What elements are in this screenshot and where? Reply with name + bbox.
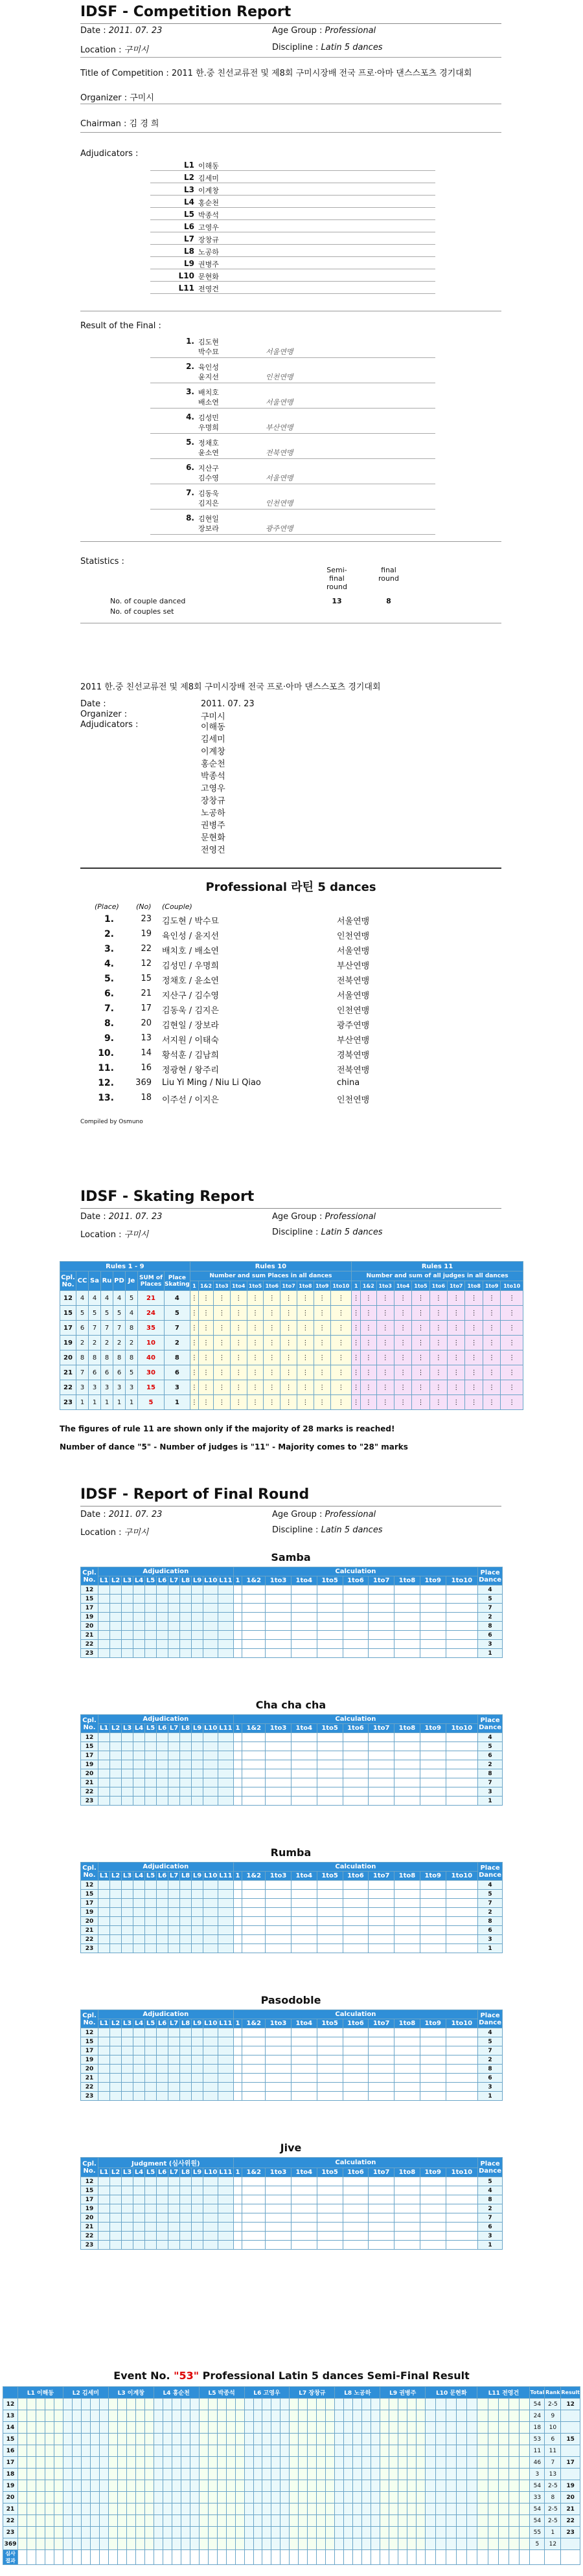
compiled-by: Compiled by Osmuno [80, 1119, 143, 1125]
adjudicator-name: 문현화 [198, 273, 219, 281]
final-man: 김도현 [198, 338, 219, 346]
semi-row: 16 11 11 [3, 2445, 580, 2457]
summary-couple: 김성민 / 우명희 [162, 961, 219, 971]
summary-place: 3. [104, 944, 114, 954]
skating-row: 17 6 7 7 7 8 35 7 ⋮ ⋮ ⋮ ⋮ ⋮ ⋮ ⋮ ⋮ ⋮ ⋮ ⋮ ⋮ ⋮ ⋮ ⋮ ⋮ ⋮ ⋮ ⋮ ⋮ [60, 1321, 523, 1336]
semi-final-report [0, 2369, 583, 2576]
final-count: 8 [386, 597, 391, 605]
summary-region: china [337, 1078, 360, 1088]
final-man: 육인성 [198, 363, 219, 372]
summary-region: 서울연맹 [337, 946, 370, 956]
summary-place: 10. [98, 1048, 114, 1058]
stats-col-final: final round [378, 566, 399, 583]
summary-adjudicator: 박종석 [201, 772, 225, 781]
summary-no: 12 [141, 959, 152, 969]
dance-row: 12 4 [81, 2028, 503, 2037]
adjudicators-label: Adjudicators : [80, 149, 139, 159]
adjudicator-name: 장창규 [198, 236, 219, 244]
summary-adjudicator: 김세미 [201, 735, 225, 745]
summary-no: 14 [141, 1048, 152, 1058]
final-lady: 윤지선 [198, 373, 219, 381]
summary-couple: 지산구 / 김수영 [162, 991, 219, 1001]
dance-row: 20 7 [81, 2213, 503, 2223]
stats-row-set: No. of couples set [110, 607, 174, 616]
skating-title: IDSF - Skating Report [80, 1189, 255, 1205]
dance-row: 15 5 [81, 1742, 503, 1751]
final-region: 부산연맹 [266, 423, 293, 432]
statistics-label: Statistics : [80, 557, 124, 566]
summary-title: 2011 한.중 친선교류전 및 제8회 구미시장배 전국 프로·아마 댄스스포츠 경기대회 [80, 682, 381, 692]
final-lady: 김지은 [198, 499, 219, 508]
dance-row: 15 4 [81, 2186, 503, 2195]
dance-row: 19 2 [81, 1760, 503, 1769]
dance-table: Cpl. No. Judgment (심사위원) Calculation Place Dance L1 L2 L3 L4 L5 L6 L7 L8 L9 L10 L11 1 1&2 1to3 1to4 1to5 1to6 1to7 1to8 1to9 1to10 12 5 15 4 17 8 19 2 20 7 21 6 22 3 23 1 [80, 2157, 503, 2250]
summary-adjudicator: 장창규 [201, 796, 225, 806]
summary-region: 서울연맹 [337, 917, 370, 926]
summary-region: 경북연맹 [337, 1051, 370, 1060]
dance-row: 21 6 [81, 2074, 503, 2083]
summary-region: 부산연맹 [337, 1036, 370, 1046]
dance-row: 23 1 [81, 2092, 503, 2101]
semi-row: 17 46 7 17 [3, 2457, 580, 2469]
summary-place: 5. [104, 974, 114, 984]
summary-place: 13. [98, 1093, 114, 1103]
semi-count: 13 [332, 597, 342, 605]
adjudicator-code: L10 [178, 271, 194, 280]
summary-no: 16 [141, 1063, 152, 1073]
dance-row: 23 1 [81, 1944, 503, 1953]
comp-title: Title of Competition : 2011 한.중 친선교류전 및 제8회 구미시장배 전국 프로·아마 댄스스포츠 경기대회 [80, 69, 472, 78]
location-row: Location : 구미시 [80, 45, 149, 55]
semi-row: 19 54 2-5 19 [3, 2480, 580, 2492]
summary-couple: 서지원 / 이태숙 [162, 1036, 219, 1046]
dance-row: 17 7 [81, 1604, 503, 1613]
dance-row: 12 4 [81, 1881, 503, 1890]
summary-adjudicator: 노공하 [201, 809, 225, 818]
summary-adjudicator: 이계창 [201, 747, 225, 757]
adjudicator-name: 이계창 [198, 186, 219, 195]
date-row: Date : 2011. 07. 23 [80, 26, 163, 36]
summary-no: 21 [141, 989, 152, 998]
dance-title: Jive [280, 2142, 302, 2154]
semi-final-table: L1 이해동 L2 김세미 L3 이계창 L4 홍순천 L5 박종석 L6 고영우 L7 장창규 L8 노공하 L9 권병주 L10 문현화 L11 전영건 Total Rank Result 12 54 2-5 12 13 24 9 14 18 10 15 53 6 15 16 11 11 17 46 7 17 18 3 13 19 54 2-5 19 20 33 8 20 21 54 2-5 21 22 54 2-5 22 23 55 1 23 369 5 12 심사결과 [3, 2386, 580, 2565]
final-lady: 박수묘 [198, 348, 219, 356]
final-lady: 장보라 [198, 524, 219, 533]
dance-row: 22 3 [81, 1935, 503, 1944]
final-region: 서울연맹 [266, 348, 293, 356]
summary-adjudicator: 권병주 [201, 821, 225, 831]
dance-row: 17 6 [81, 1751, 503, 1760]
summary-place: 4. [104, 959, 114, 969]
summary-region: 인천연맹 [337, 932, 370, 941]
summary-couple: 정광현 / 왕주리 [162, 1066, 219, 1075]
semi-row: 14 18 10 [3, 2422, 580, 2434]
final-place: 7. [186, 488, 194, 497]
dance-row: 22 3 [81, 2083, 503, 2092]
final-man: 김현일 [198, 515, 219, 523]
final-region: 서울연맹 [266, 398, 293, 407]
result-label: Result of the Final : [80, 321, 161, 331]
summary-place: 7. [104, 1003, 114, 1014]
summary-adjudicator: 전영건 [201, 846, 225, 855]
dance-row: 19 2 [81, 2055, 503, 2065]
dance-row: 21 6 [81, 1631, 503, 1640]
semi-row: 22 54 2-5 22 [3, 2515, 580, 2527]
dance-row: 20 8 [81, 1622, 503, 1631]
dance-title: Rumba [270, 1846, 312, 1859]
adjudicator-name: 홍순천 [198, 199, 219, 207]
final-region: 광주연맹 [266, 524, 293, 533]
summary-place: 9. [104, 1033, 114, 1044]
final-round-title: IDSF - Report of Final Round [80, 1486, 310, 1503]
adjudicator-code: L1 [184, 161, 194, 170]
adjudicator-code: L7 [184, 234, 194, 243]
competition-report [0, 0, 583, 533]
final-round-report: IDSF - Report of Final Round Date : 2011. 07. 23 Age Group : Professional Location : 구미시 Discipline : Latin 5 dances Samba Cpl. No. Adjudication Calculation Place Dance L1 L2 L3 L4 L5 L6 L7 L8 L9 L10 L11 1 1&2 1to3 1to4 1to5 1to6 1to7 1to8 1to9 1to10 12 4 15 5 17 7 19 2 20 8 21 6 22 3 23 1 Cha cha cha Cpl. No. Adjudication Calculation Place Dance L1 L2 L3 L4 L5 L6 L7 L8 L9 L10 L11 1 1&2 1to3 1to4 1to5 1to6 1to7 1to8 1to9 1to10 12 4 15 5 17 6 19 2 20 8 21 7 22 3 23 1 Rumba Cpl. No. Adjudication Calculation Place Dance L1 L2 L3 L4 L5 L6 L7 L8 L9 L10 L11 1 1&2 1to3 1to4 1to5 1to6 1to7 1to8 1to9 1to10 12 4 15 5 17 7 19 2 20 8 21 6 22 3 23 1 Pasodoble Cpl. No. Adjudication Calculation Place Dance L1 L2 L3 L4 L5 L6 L7 L8 L9 L10 L11 1 1&2 1to3 1to4 1to5 1to6 1to7 1to8 1to9 1to10 12 4 15 5 17 7 19 2 20 8 21 6 22 3 23 1 Jive Cpl. No. Judgment (심사위원) Calculation Place Dance L1 L2 L3 L4 L5 L6 L7 L8 L9 L10 L11 1 1&2 1to3 1to4 1to5 1to6 1to7 1to8 1to9 1to10 12 5 15 4 17 8 19 2 20 7 21 6 22 3 23 1 [0, 1483, 583, 2292]
age-row: Age Group : Professional [272, 26, 376, 36]
summary-couple: 황석훈 / 김남희 [162, 1051, 219, 1060]
dance-title: Cha cha cha [255, 1699, 326, 1711]
final-region: 서울연맹 [266, 474, 293, 482]
dance-row: 17 7 [81, 1899, 503, 1908]
skating-row: 23 1 1 1 1 1 5 1 ⋮ ⋮ ⋮ ⋮ ⋮ ⋮ ⋮ ⋮ ⋮ ⋮ ⋮ ⋮ ⋮ ⋮ ⋮ ⋮ ⋮ ⋮ ⋮ ⋮ [60, 1395, 523, 1410]
skating-row: 19 2 2 2 2 2 10 2 ⋮ ⋮ ⋮ ⋮ ⋮ ⋮ ⋮ ⋮ ⋮ ⋮ ⋮ ⋮ ⋮ ⋮ ⋮ ⋮ ⋮ ⋮ ⋮ ⋮ [60, 1336, 523, 1350]
dance-row: 17 7 [81, 2046, 503, 2055]
summary-place: 2. [104, 929, 114, 939]
summary-region: 부산연맹 [337, 961, 370, 971]
adjudicator-code: L9 [184, 259, 194, 268]
skating-table: Rules 1 - 9 Rules 10 Rules 11 Cpl. No. CC Sa Ru PD Je SUM of Places Place Skating Number and sum Places in all dances Number and sum of all judges in all dances 1 1&2 1to3 1to4 1to5 1to6 1to7 1to8 1to9 1to10 1 1&2 1to3 1to4 1to5 1to6 1to7 1to8 1to9 1to10 12 4 4 4 4 5 21 4 ⋮ ⋮ ⋮ ⋮ ⋮ ⋮ ⋮ ⋮ ⋮ ⋮ ⋮ ⋮ ⋮ ⋮ ⋮ ⋮ ⋮ ⋮ ⋮ ⋮ 15 5 5 5 5 4 24 5 ⋮ ⋮ ⋮ ⋮ ⋮ ⋮ ⋮ ⋮ ⋮ ⋮ ⋮ ⋮ ⋮ ⋮ ⋮ ⋮ ⋮ ⋮ ⋮ ⋮ 17 6 7 7 7 8 35 7 ⋮ ⋮ ⋮ ⋮ ⋮ ⋮ ⋮ ⋮ ⋮ ⋮ ⋮ ⋮ ⋮ ⋮ ⋮ ⋮ ⋮ ⋮ ⋮ ⋮ 19 2 2 2 2 2 10 2 ⋮ ⋮ ⋮ ⋮ ⋮ ⋮ ⋮ ⋮ ⋮ ⋮ ⋮ ⋮ ⋮ ⋮ ⋮ ⋮ ⋮ ⋮ ⋮ ⋮ 20 8 8 8 8 8 40 8 ⋮ ⋮ ⋮ ⋮ ⋮ ⋮ ⋮ ⋮ ⋮ ⋮ ⋮ ⋮ ⋮ ⋮ ⋮ ⋮ ⋮ ⋮ ⋮ ⋮ 21 7 6 6 6 5 30 6 ⋮ ⋮ ⋮ ⋮ ⋮ ⋮ ⋮ ⋮ ⋮ ⋮ ⋮ ⋮ ⋮ ⋮ ⋮ ⋮ ⋮ ⋮ ⋮ ⋮ 22 3 3 3 3 3 15 3 ⋮ ⋮ ⋮ ⋮ ⋮ ⋮ ⋮ ⋮ ⋮ ⋮ ⋮ ⋮ ⋮ ⋮ ⋮ ⋮ ⋮ ⋮ ⋮ ⋮ 23 1 1 1 1 1 5 1 ⋮ ⋮ ⋮ ⋮ ⋮ ⋮ ⋮ ⋮ ⋮ ⋮ ⋮ ⋮ ⋮ ⋮ ⋮ ⋮ ⋮ ⋮ ⋮ ⋮ [60, 1261, 523, 1410]
rules19-header: Rules 1 - 9 [60, 1262, 190, 1271]
summary-adjudicator: 문현화 [201, 833, 225, 843]
dance-row: 22 3 [81, 2232, 503, 2241]
dance-row: 21 7 [81, 1778, 503, 1787]
summary-region: 광주연맹 [337, 1021, 370, 1031]
adjudicator-code: L6 [184, 222, 194, 231]
summary-report: 2011 한.중 친선교류전 및 제8회 구미시장배 전국 프로·아마 댄스스포츠 경기대회 Date : 2011. 07. 23 Organizer : 구미시 Adjudicators : 이해동 김세미 이계창 홍순천 박종석 고영우 장창규 노공하 권병주 문현화 전영건 Professional 라틴 5 dances (Place) (No) (Couple) 1. 23 김도현 / 박수묘 서울연맹 2. 19 육인성 / 윤지선 인천연맹 3. 22 배치호 / 배소연 서울연맹 4. 12 김성민 / 우명희 부산연맹 5. 15 정채호 / 윤소연 전북연맹 6. 21 지산구 / 김수영 서울연맹 7. 17 김동욱 / 김지은 인천연맹 8. 20 김현일 / 장보라 광주연맹 9. 13 서지원 / 이태숙 부산연맹 10. 14 황석훈 / 김남희 경북연맹 11. 16 정광현 / 왕주리 전북연맹 12. 369 Liu Yi Ming / Niu Li Qiao china 13. 18 이주선 / 이지은 인천연맹 Compiled by Osmuno [0, 673, 583, 1152]
stats-col-semi: Semi-final round [326, 566, 347, 591]
dance-table: Cpl. No. Adjudication Calculation Place Dance L1 L2 L3 L4 L5 L6 L7 L8 L9 L10 L11 1 1&2 1to3 1to4 1to5 1to6 1to7 1to8 1to9 1to10 12 4 15 5 17 7 19 2 20 8 21 6 22 3 23 1 [80, 2010, 503, 2101]
semi-row: 18 3 13 [3, 2469, 580, 2480]
organizer: Organizer : 구미시 [80, 93, 154, 103]
dance-row: 20 8 [81, 1769, 503, 1778]
final-lady: 윤소연 [198, 449, 219, 457]
summary-place: 11. [98, 1063, 114, 1073]
summary-adjudicator: 이해동 [201, 722, 225, 732]
adjudicator-name: 이해동 [198, 162, 219, 170]
summary-region: 인천연맹 [337, 1095, 370, 1105]
summary-place: 1. [104, 914, 114, 924]
summary-couple: Liu Yi Ming / Niu Li Qiao [162, 1078, 261, 1088]
summary-organizer: 구미시 [201, 712, 225, 722]
dance-row: 19 2 [81, 1613, 503, 1622]
summary-no: 17 [141, 1003, 152, 1013]
stats-row-danced: No. of couple danced [110, 597, 186, 605]
summary-date: 2011. 07. 23 [201, 699, 255, 709]
final-man: 김동욱 [198, 489, 219, 498]
adjudicator-name: 박종석 [198, 211, 219, 219]
adjudicator-code: L8 [184, 247, 194, 256]
adjudicator-name: 권병주 [198, 260, 219, 269]
adjudicator-code: L4 [184, 197, 194, 207]
skating-row: 22 3 3 3 3 3 15 3 ⋮ ⋮ ⋮ ⋮ ⋮ ⋮ ⋮ ⋮ ⋮ ⋮ ⋮ ⋮ ⋮ ⋮ ⋮ ⋮ ⋮ ⋮ ⋮ ⋮ [60, 1380, 523, 1395]
rules11-header: Rules 11 [352, 1262, 523, 1271]
summary-no: 18 [141, 1093, 152, 1103]
discipline-row: Discipline : Latin 5 dances [272, 43, 383, 52]
final-lady: 김수영 [198, 474, 219, 482]
final-place: 6. [186, 463, 194, 472]
final-man: 정채호 [198, 439, 219, 447]
semi-row: 15 53 6 15 [3, 2434, 580, 2445]
rules10-header: Rules 10 [190, 1262, 351, 1271]
semi-row: 21 54 2-5 21 [3, 2503, 580, 2515]
dance-row: 15 5 [81, 2037, 503, 2046]
adjudicator-name: 노공하 [198, 248, 219, 256]
skating-row: 20 8 8 8 8 8 40 8 ⋮ ⋮ ⋮ ⋮ ⋮ ⋮ ⋮ ⋮ ⋮ ⋮ ⋮ ⋮ ⋮ ⋮ ⋮ ⋮ ⋮ ⋮ ⋮ ⋮ [60, 1350, 523, 1365]
dance-row: 12 5 [81, 2177, 503, 2186]
summary-region: 서울연맹 [337, 991, 370, 1001]
summary-no: 22 [141, 944, 152, 954]
final-region: 인천연맹 [266, 373, 293, 381]
final-region: 전북연맹 [266, 449, 293, 457]
dance-row: 17 8 [81, 2195, 503, 2204]
final-region: 인천연맹 [266, 499, 293, 508]
final-lady: 배소연 [198, 398, 219, 407]
adjudicator-code: L3 [184, 185, 194, 194]
semi-row: 12 54 2-5 12 [3, 2399, 580, 2410]
dance-row: 23 1 [81, 2241, 503, 2250]
dance-table: Cpl. No. Adjudication Calculation Place Dance L1 L2 L3 L4 L5 L6 L7 L8 L9 L10 L11 1 1&2 1to3 1to4 1to5 1to6 1to7 1to8 1to9 1to10 12 4 15 5 17 6 19 2 20 8 21 7 22 3 23 1 [80, 1714, 503, 1806]
dance-row: 12 4 [81, 1585, 503, 1595]
dance-row: 23 1 [81, 1649, 503, 1658]
semi-row: 20 33 8 20 [3, 2492, 580, 2503]
summary-couple: 김동욱 / 김지은 [162, 1006, 219, 1016]
dance-row: 21 6 [81, 1926, 503, 1935]
skating-report: IDSF - Skating Report Date : 2011. 07. 23 Age Group : Professional Location : 구미시 Discipline : Latin 5 dances Rules 1 - 9 Rules 10 Rules 11 Cpl. No. CC Sa Ru PD Je SUM of Places Place Skating Number and sum Places in all dances Number and sum of all judges in all dances 1 1&2 1to3 1to4 1to5 1to6 1to7 1to8 1to9 1to10 1 1&2 1to3 1to4 1to5 1to6 1to7 1to8 1to9 1to10 12 4 4 4 4 5 21 4 ⋮ ⋮ ⋮ ⋮ ⋮ ⋮ ⋮ ⋮ ⋮ ⋮ ⋮ ⋮ ⋮ ⋮ ⋮ ⋮ ⋮ ⋮ ⋮ ⋮ 15 5 5 5 5 4 24 5 ⋮ ⋮ ⋮ ⋮ ⋮ ⋮ ⋮ ⋮ ⋮ ⋮ ⋮ ⋮ ⋮ ⋮ ⋮ ⋮ ⋮ ⋮ ⋮ ⋮ 17 6 7 7 7 8 35 7 ⋮ ⋮ ⋮ ⋮ ⋮ ⋮ ⋮ ⋮ ⋮ ⋮ ⋮ ⋮ ⋮ ⋮ ⋮ ⋮ ⋮ ⋮ ⋮ ⋮ 19 2 2 2 2 2 10 2 ⋮ ⋮ ⋮ ⋮ ⋮ ⋮ ⋮ ⋮ ⋮ ⋮ ⋮ ⋮ ⋮ ⋮ ⋮ ⋮ ⋮ ⋮ ⋮ ⋮ 20 8 8 8 8 8 40 8 ⋮ ⋮ ⋮ ⋮ ⋮ ⋮ ⋮ ⋮ ⋮ ⋮ ⋮ ⋮ ⋮ ⋮ ⋮ ⋮ ⋮ ⋮ ⋮ ⋮ 21 7 6 6 6 5 30 6 ⋮ ⋮ ⋮ ⋮ ⋮ ⋮ ⋮ ⋮ ⋮ ⋮ ⋮ ⋮ ⋮ ⋮ ⋮ ⋮ ⋮ ⋮ ⋮ ⋮ 22 3 3 3 3 3 15 3 ⋮ ⋮ ⋮ ⋮ ⋮ ⋮ ⋮ ⋮ ⋮ ⋮ ⋮ ⋮ ⋮ ⋮ ⋮ ⋮ ⋮ ⋮ ⋮ ⋮ 23 1 1 1 1 1 5 1 ⋮ ⋮ ⋮ ⋮ ⋮ ⋮ ⋮ ⋮ ⋮ ⋮ ⋮ ⋮ ⋮ ⋮ ⋮ ⋮ ⋮ ⋮ ⋮ ⋮ The figures of rule 11 are shown only if the majority of 28 marks is reached! Number of dance "5" - Number of judges is "11" - Majority comes to "28" marks [0, 1185, 583, 1470]
dance-row: 15 5 [81, 1890, 503, 1899]
adjudicator-name: 고영우 [198, 223, 219, 232]
skating-row: 12 4 4 4 4 5 21 4 ⋮ ⋮ ⋮ ⋮ ⋮ ⋮ ⋮ ⋮ ⋮ ⋮ ⋮ ⋮ ⋮ ⋮ ⋮ ⋮ ⋮ ⋮ ⋮ ⋮ [60, 1291, 523, 1306]
final-man: 지산구 [198, 464, 219, 473]
summary-no: 19 [141, 929, 152, 939]
skating-row: 15 5 5 5 5 4 24 5 ⋮ ⋮ ⋮ ⋮ ⋮ ⋮ ⋮ ⋮ ⋮ ⋮ ⋮ ⋮ ⋮ ⋮ ⋮ ⋮ ⋮ ⋮ ⋮ ⋮ [60, 1306, 523, 1321]
dance-table: Cpl. No. Adjudication Calculation Place Dance L1 L2 L3 L4 L5 L6 L7 L8 L9 L10 L11 1 1&2 1to3 1to4 1to5 1to6 1to7 1to8 1to9 1to10 12 4 15 5 17 7 19 2 20 8 21 6 22 3 23 1 [80, 1567, 503, 1658]
divider [80, 23, 501, 24]
dance-row: 20 8 [81, 1917, 503, 1926]
statistics [0, 550, 583, 641]
final-man: 김성민 [198, 414, 219, 422]
summary-couple: 정채호 / 윤소연 [162, 976, 219, 986]
final-lady: 우명희 [198, 423, 219, 432]
summary-no: 20 [141, 1018, 152, 1028]
chairman: Chairman : 김 경 희 [80, 119, 159, 129]
final-place: 5. [186, 438, 194, 447]
adjudicator-name: 전영건 [198, 285, 219, 293]
summary-no: 23 [141, 914, 152, 924]
final-place: 3. [186, 387, 194, 396]
dance-row: 22 3 [81, 1640, 503, 1649]
adjudicator-code: L5 [184, 210, 194, 219]
dance-row: 19 2 [81, 2204, 503, 2213]
skating-note-1: The figures of rule 11 are shown only if the majority of 28 marks is reached! [60, 1424, 395, 1433]
summary-adjudicator: 고영우 [201, 784, 225, 794]
adjudicator-code: L2 [184, 173, 194, 182]
summary-place: 6. [104, 989, 114, 999]
summary-couple: 육인성 / 윤지선 [162, 932, 219, 941]
dance-row: 21 6 [81, 2223, 503, 2232]
dance-title: Samba [271, 1551, 311, 1563]
summary-region: 전북연맹 [337, 1066, 370, 1075]
semi-row: 23 55 1 23 [3, 2527, 580, 2538]
dance-title: Pasodoble [260, 1994, 321, 2006]
summary-couple: 김도현 / 박수묘 [162, 917, 219, 926]
final-place: 2. [186, 362, 194, 371]
summary-no: 15 [141, 974, 152, 983]
summary-place: 12. [98, 1078, 114, 1088]
summary-region: 전북연맹 [337, 976, 370, 986]
summary-couple: 김현일 / 장보라 [162, 1021, 219, 1031]
semi-row: 369 5 12 [3, 2538, 580, 2550]
dance-row: 20 8 [81, 2065, 503, 2074]
semi-row: 13 24 9 [3, 2410, 580, 2422]
dance-table: Cpl. No. Adjudication Calculation Place Dance L1 L2 L3 L4 L5 L6 L7 L8 L9 L10 L11 1 1&2 1to3 1to4 1to5 1to6 1to7 1to8 1to9 1to10 12 4 15 5 17 7 19 2 20 8 21 6 22 3 23 1 [80, 1862, 503, 1953]
adjudicator-name: 김세미 [198, 174, 219, 183]
semi-title: Event No. "53" Professional Latin 5 dances Semi-Final Result [113, 2369, 470, 2382]
final-place: 4. [186, 412, 194, 421]
final-place: 1. [186, 337, 194, 346]
summary-no: 369 [135, 1078, 152, 1088]
summary-place: 8. [104, 1018, 114, 1029]
skating-note-2: Number of dance "5" - Number of judges is "11" - Majority comes to "28" marks [60, 1442, 408, 1451]
event-title: Professional 라틴 5 dances [205, 880, 376, 894]
final-man: 배치호 [198, 388, 219, 397]
summary-adjudicator: 홍순천 [201, 759, 225, 769]
dance-row: 22 3 [81, 1787, 503, 1797]
adjudicator-code: L11 [178, 284, 194, 293]
final-place: 8. [186, 513, 194, 522]
dance-row: 12 4 [81, 1733, 503, 1742]
dance-row: 19 2 [81, 1908, 503, 1917]
summary-region: 인천연맹 [337, 1006, 370, 1016]
summary-no: 13 [141, 1033, 152, 1043]
summary-couple: 배치호 / 배소연 [162, 946, 219, 956]
competition-report-title: IDSF - Competition Report [80, 4, 292, 20]
skating-row: 21 7 6 6 6 5 30 6 ⋮ ⋮ ⋮ ⋮ ⋮ ⋮ ⋮ ⋮ ⋮ ⋮ ⋮ ⋮ ⋮ ⋮ ⋮ ⋮ ⋮ ⋮ ⋮ ⋮ [60, 1365, 523, 1380]
dance-row: 23 1 [81, 1797, 503, 1806]
summary-couple: 이주선 / 이지은 [162, 1095, 219, 1105]
dance-row: 15 5 [81, 1595, 503, 1604]
